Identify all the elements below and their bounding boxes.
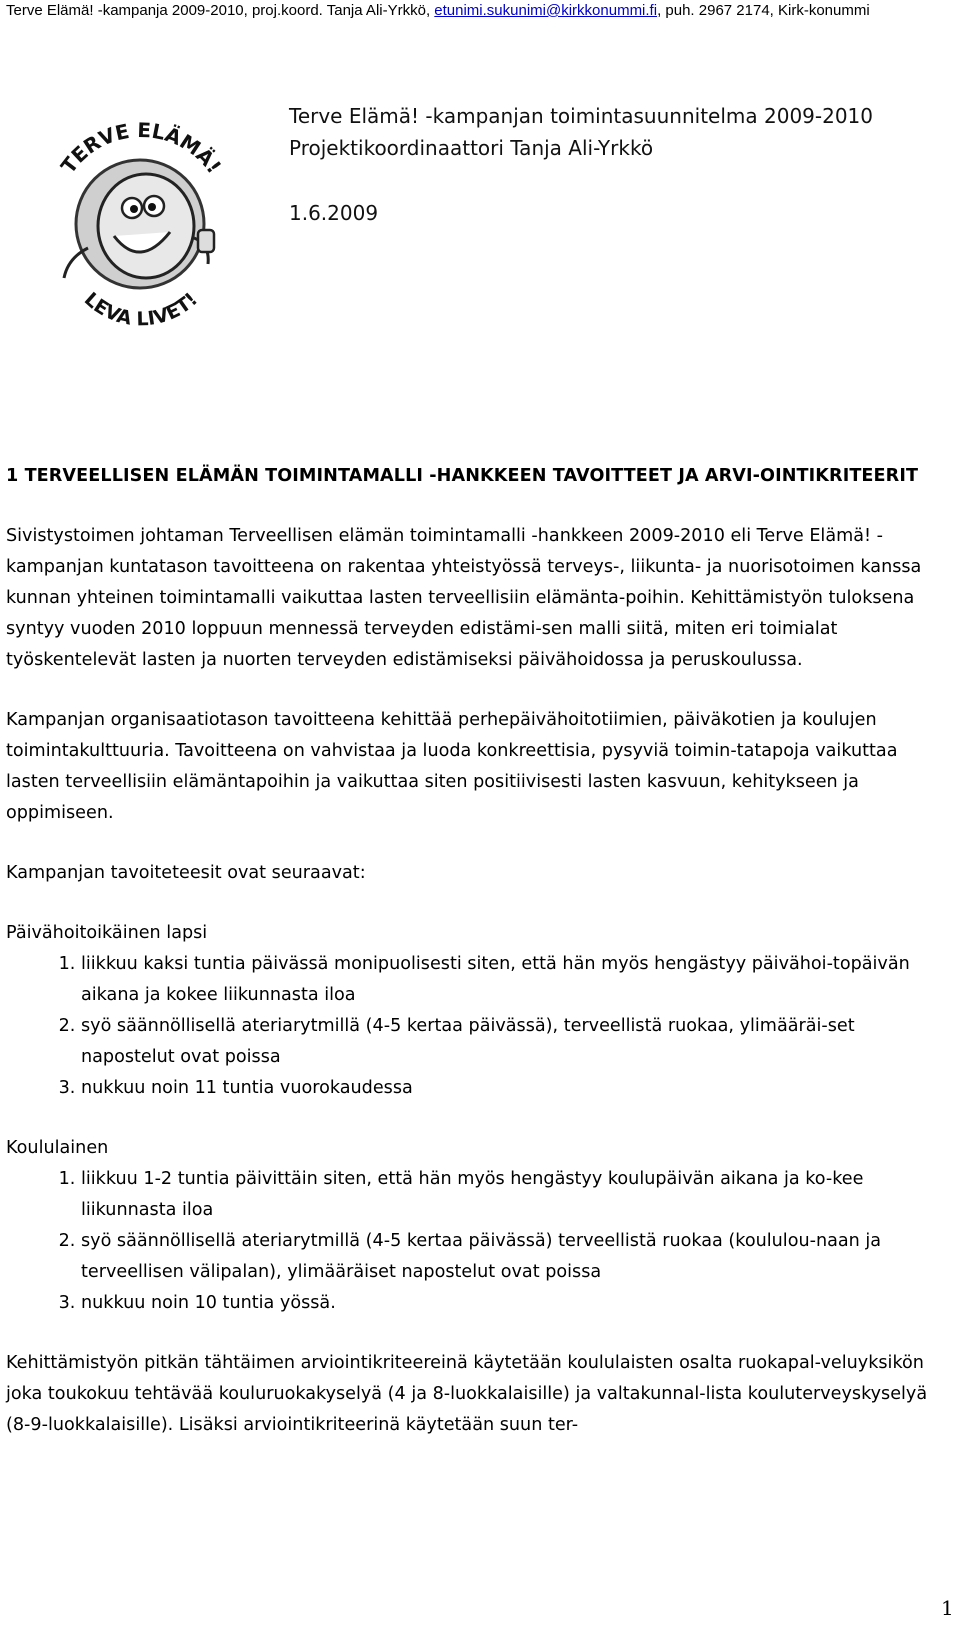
list-item: 1. liikkuu 1-2 tuntia päivittäin siten, että hän myös hengästyy koulupäivän aikana ja ko-kee liikunnasta iloa	[81, 1164, 934, 1226]
schoolchild-goals-list	[6, 1164, 934, 1319]
page-number: 1	[941, 1596, 954, 1620]
document-body	[6, 461, 934, 1470]
svg-text:LEVA LIVET!	[80, 288, 202, 330]
document-title-block	[289, 100, 873, 229]
header-text-suffix: , puh. 2967 2174, Kirk-konummi	[657, 2, 870, 19]
paragraph-3: Kampanjan tavoiteteesit ovat seuraavat:	[6, 863, 366, 883]
list-item: 2. syö säännöllisellä ateriarytmillä (4-5 kertaa päivässä) terveellistä ruokaa (koululou-naan ja terveellisen välipalan), ylimääräiset napostelut ovat poissa	[81, 1226, 934, 1288]
header-text: Terve Elämä! -kampanja 2009-2010, proj.koord. Tanja Ali-Yrkkö,	[6, 2, 435, 19]
list-item: 1. liikkuu kaksi tuntia päivässä monipuolisesti siten, että hän myös hengästyy päivähoi-topäivän aikana ja kokee liikunnasta iloa	[81, 949, 934, 1011]
list-item: 3. nukkuu noin 11 tuntia vuorokaudessa	[81, 1073, 934, 1104]
section-heading: 1 TERVEELLISEN ELÄMÄN TOIMINTAMALLI -HANKKEEN TAVOITTEET JA ARVI-OINTIKRITEERIT	[6, 466, 919, 486]
list-item: 3. nukkuu noin 10 tuntia yössä.	[81, 1288, 934, 1319]
document-title: Terve Elämä! -kampanjan toimintasuunnitelma 2009-2010	[289, 104, 874, 128]
paragraph-4: Kehittämistyön pitkän tähtäimen arviointikriteereinä käytetään koululaisten osalta ruokapal-veluyksikön joka toukokuu tehtävää kouluruokakyselyä (4 ja 8-luokkalaisille) ja valtakunnal-lista kouluterveyskyselyä (8-9-luokkalaisille). Lisäksi arviointikriteerinä käytetään suun ter-	[6, 1353, 928, 1435]
running-header	[6, 1, 946, 21]
paragraph-1: Sivistystoimen johtaman Terveellisen elämän toimintamalli -hankkeen 2009-2010 eli Terve Elämä! -kampanjan kuntatason tavoitteena on rakentaa yhteistyössä terveys-, liikunta- ja nuorisotoimen kanssa kunnan yhteinen toimintamalli vaikuttaa lasten terveellisiin elämänta-poihin. Kehittämistyön tuloksena syntyy vuoden 2010 loppuun mennessä terveyden edistämi-sen malli siitä, miten eri toimialat työskentelevät lasten ja nuorten terveyden edistämiseksi päivähoidossa ja peruskoulussa.	[6, 526, 922, 670]
header-email-link[interactable]: etunimi.sukunimi@kirkkonummi.fi	[434, 2, 658, 19]
paragraph-2: Kampanjan organisaatiotason tavoitteena kehittää perhepäivähoitotiimien, päiväkotien ja koulujen toimintakulttuuria. Tavoitteena on vahvistaa ja luoda konkreettisia, pysyviä toimin-tatapoja vaikuttaa lasten terveellisiin elämäntapoihin ja vaikuttaa siten positiivisesti lasten kasvuun, kehitykseen ja oppimiseen.	[6, 710, 898, 823]
group-label-schoolchild: Koululainen	[6, 1138, 109, 1158]
daycare-goals-list	[6, 949, 934, 1104]
document-author: Projektikoordinaattori Tanja Ali-Yrkkö	[289, 136, 654, 160]
terve-elama-logo	[28, 108, 248, 340]
list-item: 2. syö säännöllisellä ateriarytmillä (4-5 kertaa päivässä), terveellistä ruokaa, ylimääräi-set napostelut ovat poissa	[81, 1011, 934, 1073]
logo-top-text: TERVE ELÄMÄ!	[55, 117, 227, 178]
group-label-daycare: Päivähoitoikäinen lapsi	[6, 923, 208, 943]
logo-bottom-text: LEVA LIVET!	[79, 288, 203, 331]
document-date: 1.6.2009	[289, 201, 379, 225]
